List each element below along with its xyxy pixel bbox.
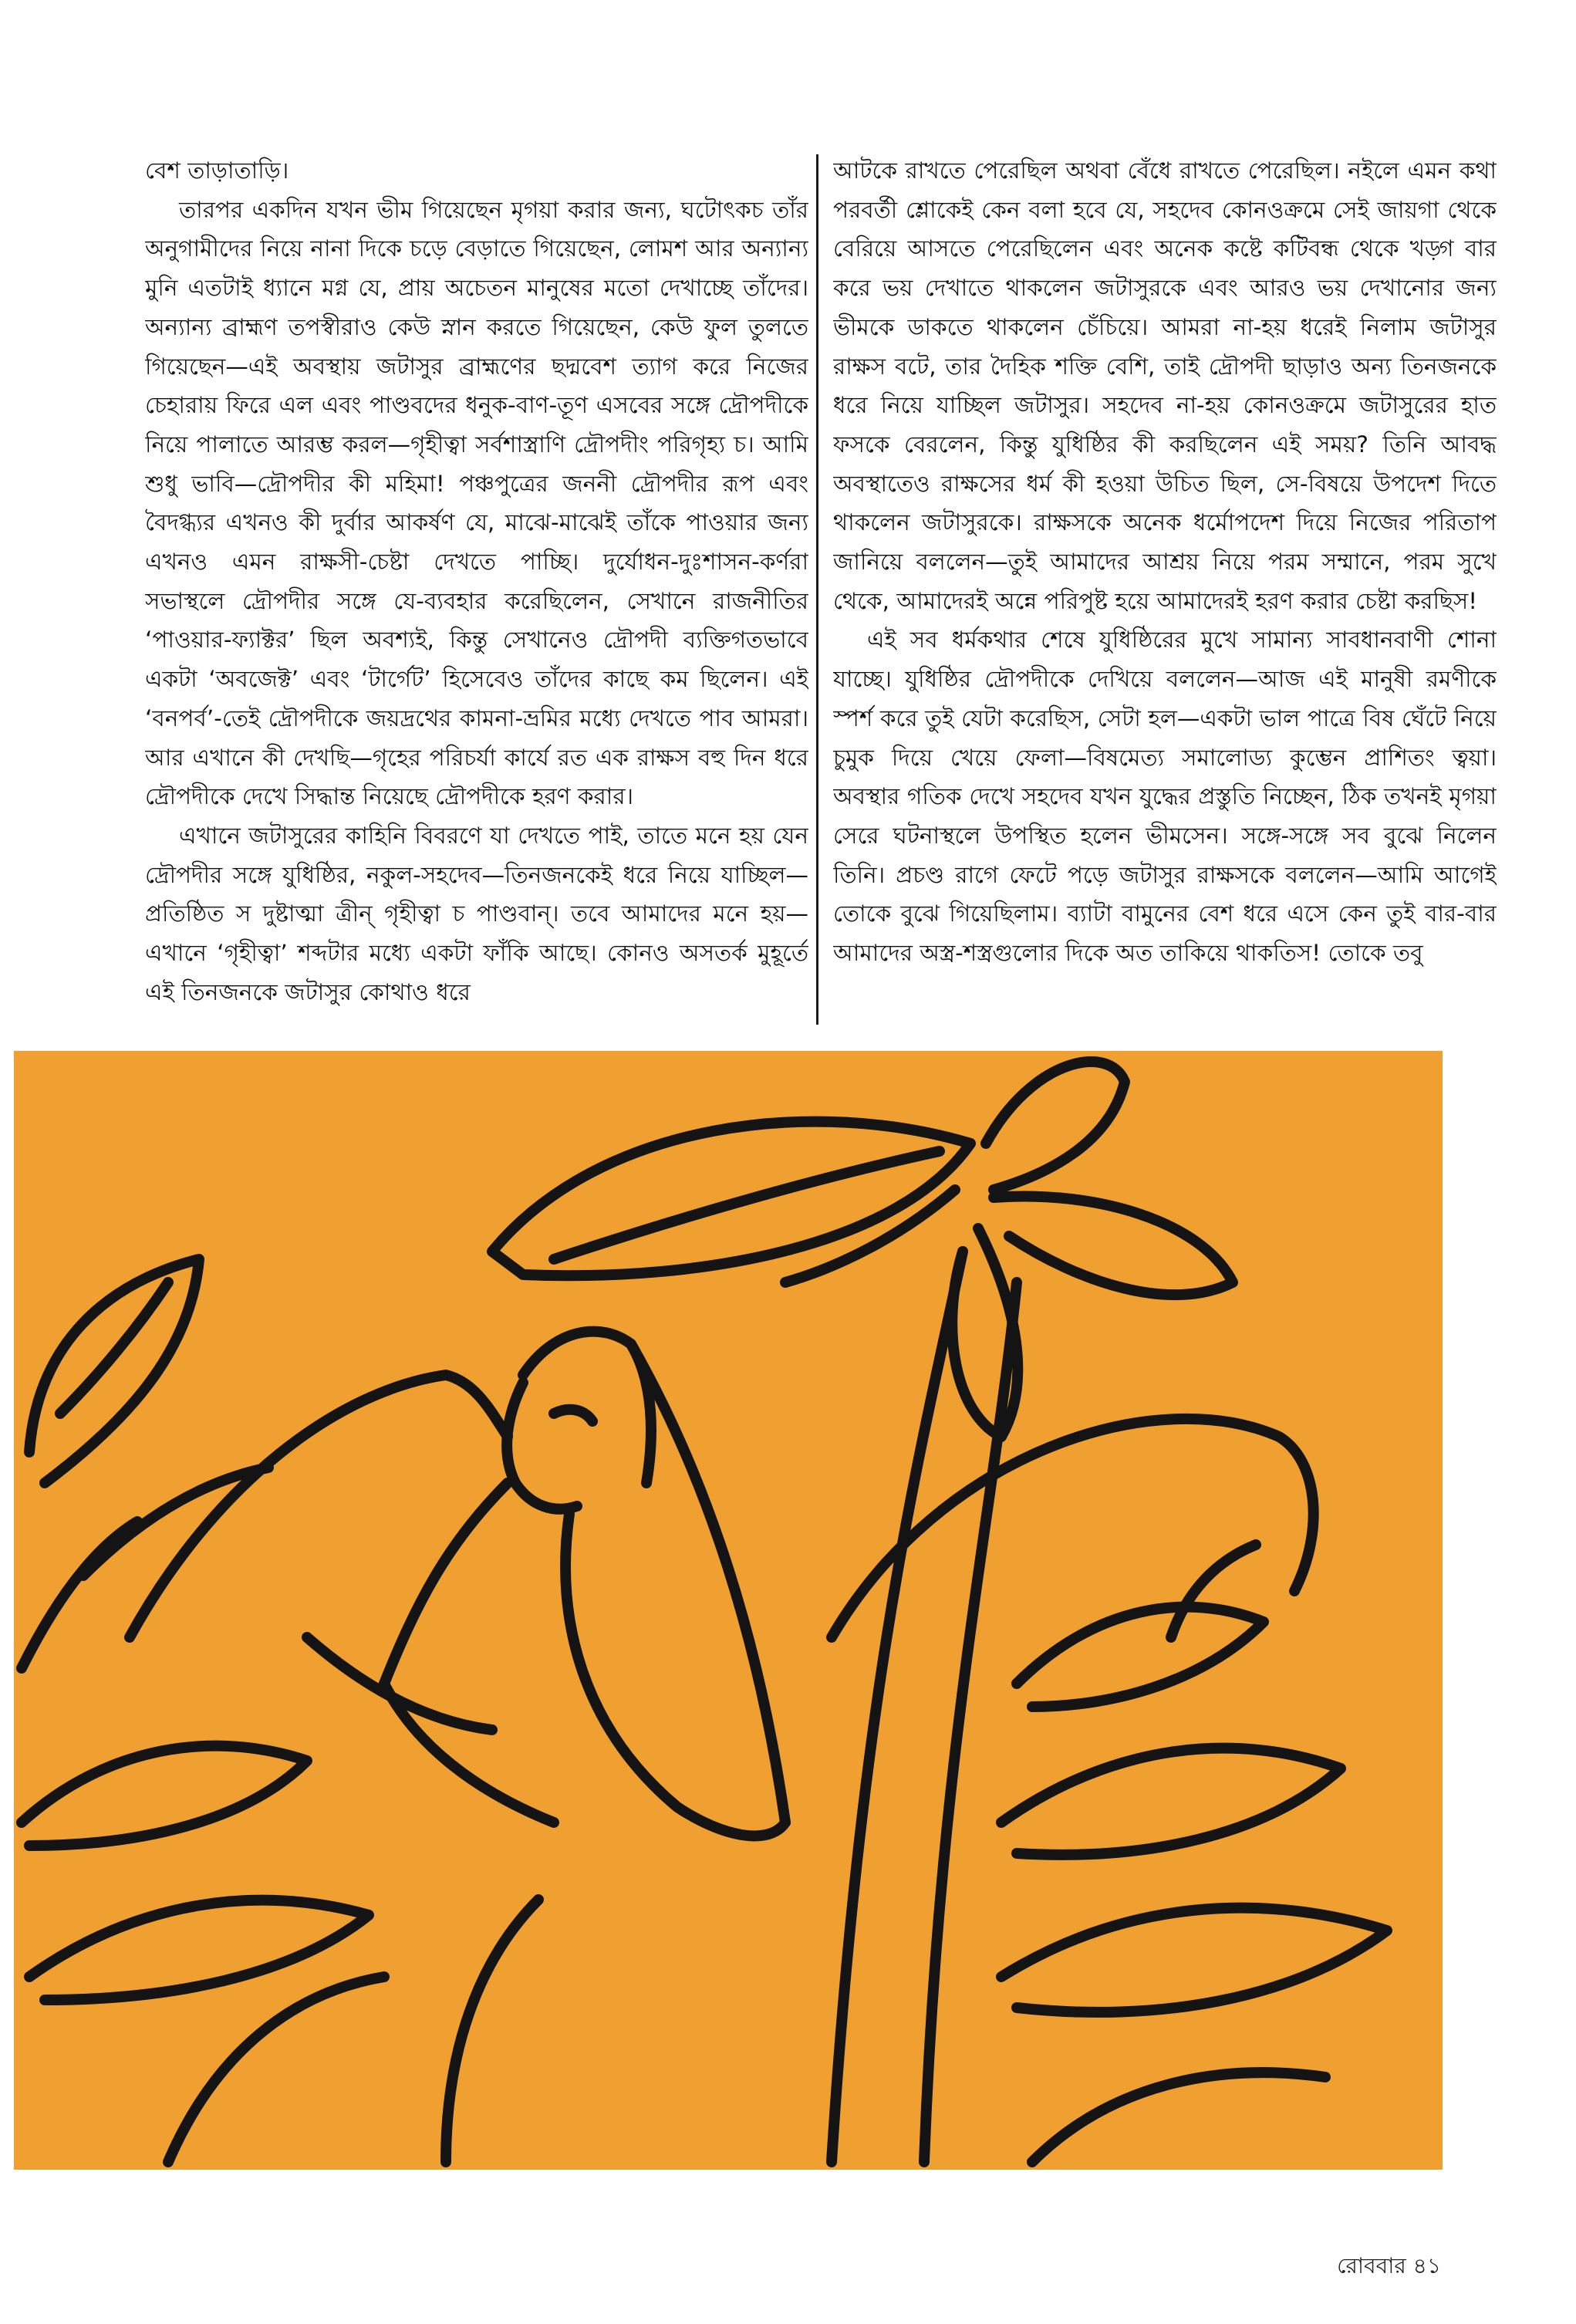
article-column-right — [833, 151, 1497, 1031]
paragraph: এখানে জটাসুরের কাহিনি বিবরণে যা দেখতে পাই, তাতে মনে হয় যেন দ্রৌপদীর সঙ্গে যুধিষ্ঠির, নকুল-সহদেব—তিনজনকেই ধরে নিয়ে যাচ্ছিল—প্রতিষ্ঠিত স দুষ্টাত্মা ত্রীন্ গৃহীত্বা চ পাণ্ডবান্। তবে আমাদের মনে হয়—এখানে ‘গৃহীত্বা’ শব্দটার মধ্যে একটা ফাঁকি আছে। কোনও অসতর্ক মুহূর্তে এই তিনজনকে জটাসুর কোথাও ধরে — [145, 822, 808, 1005]
paragraph: বেশ তাড়াতাড়ি। — [145, 157, 289, 184]
page-number: ৪১ — [1412, 2253, 1441, 2278]
paragraph: আটকে রাখতে পেরেছিল অথবা বেঁধে রাখতে পেরেছিল। নইলে এমন কথা পরবর্তী শ্লোকেই কেন বলা হবে যে, সহদেব কোনওক্রমে সেই জায়গা থেকে বেরিয়ে আসতে পেরেছিলেন এবং অনেক কষ্টে কটিবন্ধ থেকে খড়্গ বার করে ভয় দেখাতে থাকলেন জটাসুরকে এবং আরও ভয় দেখানোর জন্য ভীমকে ডাকতে থাকলেন চেঁচিয়ে। আমরা না-হয় ধরেই নিলাম জটাসুর রাক্ষস বটে, তার দৈহিক শক্তি বেশি, তাই দ্রৌপদী ছাড়াও অন্য তিনজনকে ধরে নিয়ে যাচ্ছিল জটাসুর। সহদেব না-হয় কোনওক্রমে জটাসুরের হাত ফসকে বেরলেন, কিন্তু যুধিষ্ঠির কী করছিলেন এই সময়? তিনি আবদ্ধ অবস্থাতেও রাক্ষসের ধর্ম কী হওয়া উচিত ছিল, সে-বিষয়ে উপদেশ দিতে থাকলেন জটাসুরকে। রাক্ষসকে অনেক ধর্মোপদেশ দিয়ে নিজের পরিতাপ জানিয়ে বললেন—তুই আমাদের আশ্রয় নিয়ে পরম সম্মানে, পরম সুখে থেকে, আমাদেরই অন্নে পরিপুষ্ট হয়ে আমাদেরই হরণ করার চেষ্টা করছিস! — [833, 157, 1497, 614]
illustration-draupadi-flowers — [14, 1051, 1443, 2170]
article-column-left — [145, 151, 808, 1031]
column-divider — [816, 154, 818, 1025]
paragraph: এই সব ধর্মকথার শেষে যুধিষ্ঠিরের মুখে সামান্য সাবধানবাণী শোনা যাচ্ছে। যুধিষ্ঠির দ্রৌপদীকে দেখিয়ে বললেন—আজ এই মানুষী রমণীকে স্পর্শ করে তুই যেটা করেছিস, সেটা হল—একটা ভাল পাত্রে বিষ ঘেঁটে নিয়ে চুমুক দিয়ে খেয়ে ফেলা—বিষমেত্য সমালোড্য কুম্ভেন প্রাশিতং ত্বয়া। অবস্থার গতিক দেখে সহদেব যখন যুদ্ধের প্রস্তুতি নিচ্ছেন, ঠিক তখনই মৃগয়া সেরে ঘটনাস্থলে উপস্থিত হলেন ভীমসেন। সঙ্গে-সঙ্গে সব বুঝে নিলেন তিনি। প্রচণ্ড রাগে ফেটে পড়ে জটাসুর রাক্ষসকে বললেন—আমি আগেই তোকে বুঝে গিয়েছিলাম। ব্যাটা বামুনের বেশ ধরে এসে কেন তুই বার-বার আমাদের অস্ত্র-শস্ত্রগুলোর দিকে অত তাকিয়ে থাকতিস! তোকে তবু — [833, 627, 1497, 967]
magazine-name: রোববার — [1337, 2253, 1406, 2278]
paragraph: তারপর একদিন যখন ভীম গিয়েছেন মৃগয়া করার জন্য, ঘটোৎকচ তাঁর অনুগামীদের নিয়ে নানা দিকে চড়ে বেড়াতে গিয়েছেন, লোমশ আর অন্যান্য মুনি এতটাই ধ্যানে মগ্ন যে, প্রায় অচেতন মানুষের মতো দেখাচ্ছে তাঁদের। অন্যান্য ব্রাহ্মণ তপস্বীরাও কেউ স্নান করতে গিয়েছেন, কেউ ফুল তুলতে গিয়েছেন—এই অবস্থায় জটাসুর ব্রাহ্মণের ছদ্মবেশ ত্যাগ করে নিজের চেহারায় ফিরে এল এবং পাণ্ডবদের ধনুক-বাণ-তূণ এসবের সঙ্গে দ্রৌপদীকে নিয়ে পালাতে আরম্ভ করল—গৃহীত্বা সর্বশাস্ত্রাণি দ্রৌপদীং পরিগৃহ্য চ। আমি শুধু ভাবি—দ্রৌপদীর কী মহিমা! পঞ্চপুত্রের জননী দ্রৌপদীর রূপ এবং বৈদগ্ধ্যর এখনও কী দুর্বার আকর্ষণ যে, মাঝে-মাঝেই তাঁকে পাওয়ার জন্য এখনও এমন রাক্ষসী-চেষ্টা দেখতে পাচ্ছি। দুর্যোধন-দুঃশাসন-কর্ণরা সভাস্থলে দ্রৌপদীর সঙ্গে যে-ব্যবহার করেছিলেন, সেখানে রাজনীতির ‘পাওয়ার-ফ্যাক্টর’ ছিল অবশ্যই, কিন্তু সেখানেও দ্রৌপদী ব্যক্তিগতভাবে একটা ‘অবজেক্ট’ এবং ‘টার্গেট’ হিসেবেও তাঁদের কাছে কম ছিলেন। এই ‘বনপর্ব’-তেই দ্রৌপদীকে জয়দ্রথের কামনা-ভ্রমির মধ্যে দেখতে পাব আমরা। আর এখানে কী দেখছি—গৃহের পরিচর্যা কার্যে রত এক রাক্ষস বহু দিন ধরে দ্রৌপদীকে দেখে সিদ্ধান্ত নিয়েছে দ্রৌপদীকে হরণ করার। — [145, 196, 808, 810]
page-footer — [1193, 2249, 1441, 2285]
